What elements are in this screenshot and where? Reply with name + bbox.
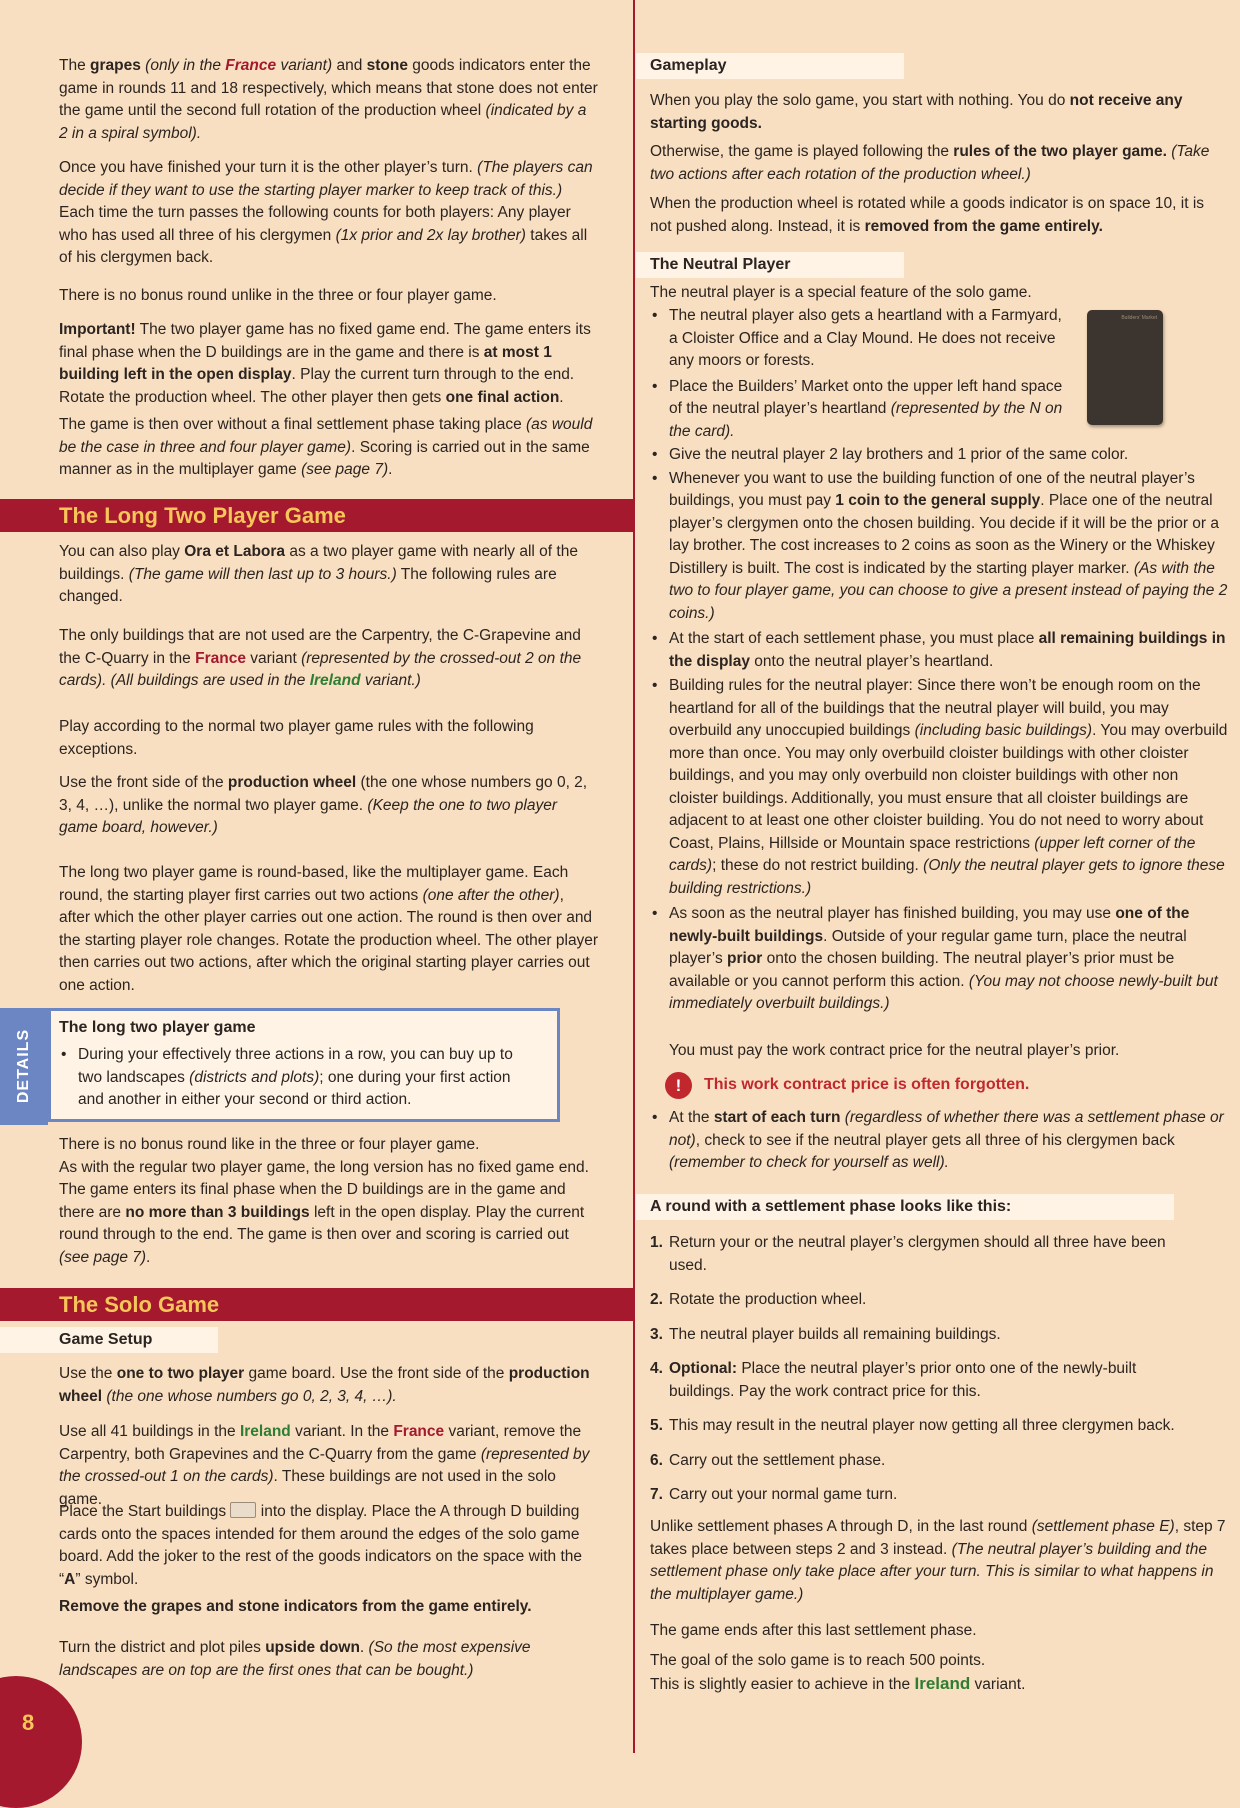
paragraph-work-contract: You must pay the work contract price for the neutral player’s prior. xyxy=(669,1042,1120,1059)
start-of-turn-list xyxy=(650,1107,1228,1175)
page-number-badge xyxy=(0,1676,82,1808)
paragraph-start-buildings: Place the Start buildings into the display. Place the A through D building cards onto the spaces intended for them around the edges of the solo game board. Add the joker to the rest of the goods indicators on the space with the “A” symbol. xyxy=(59,1503,583,1588)
paragraph-two-player-rules: Otherwise, the game is played following the rules of the two player game. (Take two actions after each rotation of the production wheel.) xyxy=(650,143,1210,183)
section-banner-solo-game: The Solo Game xyxy=(0,1288,633,1321)
details-tab: DETAILS xyxy=(0,1008,48,1125)
paragraph-solo-goal: The goal of the solo game is to reach 500 points. This is slightly easier to achieve in the Ireland variant. xyxy=(650,1652,1026,1693)
paragraph-long-intro: You can also play Ora et Labora as a two player game with nearly all of the buildings. (The game will then last up to 3 hours.) The following rules are changed. xyxy=(59,543,578,605)
paragraph-goods-indicators: The grapes (only in the France variant) and stone goods indicators enter the game in rounds 11 and 18 respectively, which means that stone does not enter the game until the second full rotation of the production wheel (indicated by a 2 in a spiral symbol). xyxy=(59,57,598,142)
column-divider xyxy=(633,0,635,1753)
settlement-steps-list xyxy=(650,1232,1190,1507)
list-item: • At the start of each turn (regardless of whether there was a settlement phase or not), check to see if the neutral player gets all three of his clergymen back (remember to check for yourself as well). xyxy=(650,1107,1228,1175)
list-item: 1. Return your or the neutral player’s clergymen should all three have been used. xyxy=(650,1234,1166,1274)
list-item: 2. Rotate the production wheel. xyxy=(650,1291,867,1308)
warning-icon: ! xyxy=(665,1072,692,1099)
list-item: 6. Carry out the settlement phase. xyxy=(650,1451,886,1469)
list-item: • Whenever you want to use the building function of one of the neutral player’s buildings, you must pay 1 coin to the general supply. Place one of the neutral player’s clergymen onto the chosen building. You decide if it will be the prior or a lay brother. The cost increases to 2 coins as soon as the Winery or the Whiskey Distillery is built. The cost is indicated by the starting player marker. (As with the two to four player game, you can choose to give a present instead of paying the 2 coins.) xyxy=(650,468,1228,626)
section-banner-long-two-player: The Long Two Player Game xyxy=(0,499,633,532)
subheading-gameplay: Gameplay xyxy=(636,53,904,79)
warning-text: This work contract price is often forgotten. xyxy=(704,1076,1030,1093)
details-list xyxy=(59,1044,524,1112)
paragraph-remove-indicators: Remove the grapes and stone indicators from the game entirely. xyxy=(59,1598,532,1615)
list-item: • Building rules for the neutral player: Since there won’t be enough room on the heartland for all of the buildings that the neutral player will build, you may overbuild any unoccupied buildings (including basic buildings). You may overbuild more than once. You may only overbuild cloister buildings with other cloister buildings, and you may only overbuild non cloister buildings with other non cloister buildings. Additionally, you must ensure that all cloister buildings are adjacent to at least one other cloister building. You do not need to worry about Coast, Plains, Hillside or Mountain space restrictions (upper left corner of the cards); these do not restrict building. (Only the neutral player gets to ignore these building restrictions.) xyxy=(650,675,1228,900)
list-item: • Place the Builders’ Market onto the upper left hand space of the neutral player’s heartland (represented by the N on the card). xyxy=(650,376,1069,444)
paragraph-space-10: When the production wheel is rotated while a goods indicator is on space 10, it is not pushed along. Instead, it is removed from the game entirely. xyxy=(650,195,1205,235)
list-item: 5. This may result in the neutral player now getting all three clergymen back. xyxy=(650,1417,1175,1434)
paragraph-important: Important! The two player game has no fixed game end. The game enters its final phase when the D buildings are in the game and there is at most 1 building left in the open display. Play the current turn through to the end. Rotate the production wheel. The other player then gets one final action. xyxy=(59,321,591,406)
list-item: • At the start of each settlement phase, you must place all remaining buildings in the display onto the neutral player’s heartland. xyxy=(650,628,1228,673)
paragraph-turn-passing: Once you have finished your turn it is the other player’s turn. (The players can decide if they want to use the starting player marker to keep track of this.) Each time the turn passes the following counts for both players: Any player who has used all three of his clergymen (1x prior and 2x lay brother) takes all of his clergymen back. xyxy=(59,159,593,266)
paragraph-game-ends: The game ends after this last settlement phase. xyxy=(650,1622,977,1639)
paragraph-upside-down: Turn the district and plot piles upside down. (So the most expensive landscapes are on top are the first ones that can be bought.) xyxy=(59,1639,531,1679)
paragraph-game-over: The game is then over without a final settlement phase taking place (as would be the case in three and four player game). Scoring is carried out in the same manner as in the multiplayer game (see page 7). xyxy=(59,416,593,478)
paragraph-solo-buildings: Use all 41 buildings in the Ireland variant. In the France variant, remove the Carpentry, both Grapevines and the C-Quarry from the game (represented by the crossed-out 1 on the cards). These buildings are not used in the solo game. xyxy=(59,1423,590,1508)
builders-market-card-image: Builders’ Market xyxy=(1087,310,1163,425)
list-item: 7. Carry out your normal game turn. xyxy=(650,1486,898,1503)
paragraph-no-bonus-round: There is no bonus round unlike in the three or four player game. xyxy=(59,287,497,304)
subheading-game-setup: Game Setup xyxy=(0,1327,218,1353)
subheading-settlement-round: A round with a settlement phase looks like this: xyxy=(636,1194,1174,1220)
list-item: 4. Optional: Place the neutral player’s prior onto one of the newly-built buildings. Pay the work contract price for this. xyxy=(650,1360,1137,1400)
paragraph-production-wheel: Use the front side of the production wheel (the one whose numbers go 0, 2, 3, 4, …), unlike the normal two player game. (Keep the one to two player game board, however.) xyxy=(59,774,588,836)
paragraph-unused-buildings: The only buildings that are not used are the Carpentry, the C-Grapevine and the C-Quarry in the France variant (represented by the crossed-out 2 on the cards). (All buildings are used in the Ireland variant.) xyxy=(59,627,582,689)
start-buildings-icon xyxy=(230,1502,256,1518)
neutral-player-rules-list xyxy=(650,305,1228,1016)
paragraph-start-nothing: When you play the solo game, you start with nothing. You do not receive any starting goods. xyxy=(650,92,1183,132)
list-item: • The neutral player also gets a heartland with a Farmyard, a Cloister Office and a Clay Mound. He does not receive any moors or forests. xyxy=(650,305,1069,373)
list-item: • During your effectively three actions in a row, you can buy up to two landscapes (districts and plots); one during your first action and another in either your second or third action. xyxy=(59,1044,524,1112)
list-item: 3. The neutral player builds all remaining buildings. xyxy=(650,1325,1001,1343)
paragraph-solo-board: Use the one to two player game board. Use the front side of the production wheel (the one whose numbers go 0, 2, 3, 4, …). xyxy=(59,1365,590,1405)
details-box xyxy=(48,1008,560,1122)
paragraph-round-based: The long two player game is round-based, like the multiplayer game. Each round, the starting player first carries out two actions (one after the other), after which the other player carries out one action. The round is then over and the starting player role changes. Rotate the production wheel. The other player then carries out two actions, after which the original starting player carries out one action. xyxy=(59,864,599,994)
page-number: 8 xyxy=(22,1710,35,1735)
subheading-neutral-player: The Neutral Player xyxy=(636,252,904,278)
list-item: • As soon as the neutral player has finished building, you may use one of the newly-built buildings. Outside of your regular game turn, place the neutral player’s prior onto the chosen building. The neutral player’s prior must be available or you cannot perform this action. (You may not choose newly-built but immediately overbuilt buildings.) xyxy=(650,903,1228,1016)
paragraph-neutral-intro: The neutral player is a special feature of the solo game. xyxy=(650,284,1032,301)
paragraph-settlement-e: Unlike settlement phases A through D, in the last round (settlement phase E), step 7 takes place between steps 2 and 3 instead. (The neutral player’s building and the settlement phase only take place after your turn. This is similar to what happens in the multiplayer game.) xyxy=(650,1518,1226,1603)
paragraph-long-game-end: There is no bonus round like in the three or four player game. As with the regular two player game, the long version has no fixed game end. The game enters its final phase when the D buildings are in the game and there are no more than 3 buildings left in the open display. Play the current round through to the end. The game is then over and scoring is carried out (see page 7). xyxy=(59,1136,589,1266)
list-item: • Give the neutral player 2 lay brothers and 1 prior of the same color. xyxy=(650,444,1228,467)
details-title: The long two player game xyxy=(59,1019,256,1036)
paragraph-exceptions: Play according to the normal two player game rules with the following exceptions. xyxy=(59,718,534,758)
